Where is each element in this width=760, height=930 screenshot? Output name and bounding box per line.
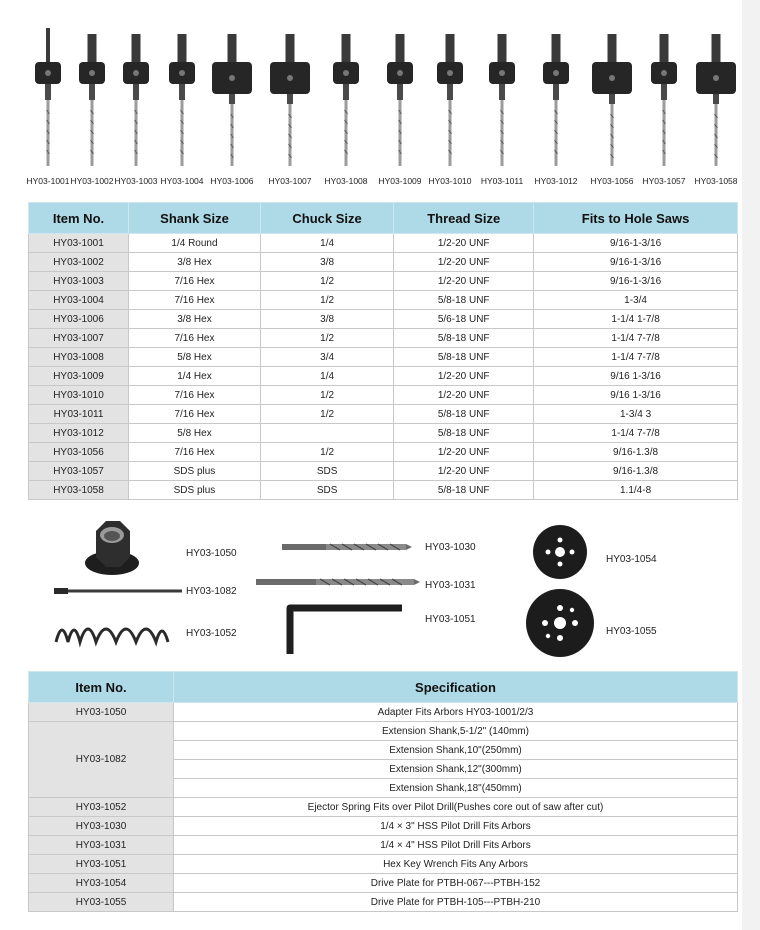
item-no-cell: HY03-1056 (29, 443, 129, 462)
arbor-specs-table (28, 202, 738, 500)
item-no-cell: HY03-1007 (29, 329, 129, 348)
spec-cell: 5/8-18 UNF (394, 481, 534, 500)
spec-cell: 9/16-1.3/8 (534, 443, 738, 462)
table-row (29, 405, 738, 424)
spec-cell: 1/4 Hex (129, 367, 261, 386)
spec-cell: 7/16 Hex (129, 443, 261, 462)
arbor-drawing (155, 22, 209, 182)
accessory-label-1082: HY03-1082 (186, 586, 237, 597)
column-header: Thread Size (394, 203, 534, 234)
spec-cell: SDS (260, 481, 393, 500)
specification-cell: Drive Plate for PTBH-105---PTBH-210 (174, 893, 738, 912)
spec-cell: 1/2 (260, 443, 393, 462)
table-row (29, 310, 738, 329)
item-no-cell: HY03-1009 (29, 367, 129, 386)
arbor-image (689, 22, 743, 182)
arbor-image (155, 22, 209, 182)
spec-cell (260, 424, 393, 443)
spec-cell: 9/16 1-3/16 (534, 386, 738, 405)
arbor-drawing (637, 22, 691, 182)
accessory-header-row (29, 672, 738, 703)
drive-plate-small-image (532, 524, 588, 580)
spec-cell: 1/4 Round (129, 234, 261, 253)
spec-cell: 5/8-18 UNF (394, 424, 534, 443)
table-row (29, 424, 738, 443)
arbor-drawing (529, 22, 583, 182)
arbor-label: HY03-1010 (428, 176, 472, 186)
arbor-label: HY03-1004 (160, 176, 204, 186)
spec-cell: 1-3/4 (534, 291, 738, 310)
table-row (29, 348, 738, 367)
spec-cell: 7/16 Hex (129, 291, 261, 310)
pilot-drill-3in-image (282, 541, 412, 553)
arbor-drawing (373, 22, 427, 182)
table-row (29, 798, 738, 817)
spec-cell: 1/2-20 UNF (394, 272, 534, 291)
spec-cell: 9/16-1.3/8 (534, 462, 738, 481)
table-row (29, 462, 738, 481)
item-no-cell: HY03-1008 (29, 348, 129, 367)
spec-cell: 5/8-18 UNF (394, 405, 534, 424)
spec-cell: 5/8-18 UNF (394, 291, 534, 310)
hex-key-wrench-image (282, 602, 406, 656)
accessory-label-1030: HY03-1030 (425, 542, 476, 553)
spec-cell: 7/16 Hex (129, 386, 261, 405)
table-row (29, 893, 738, 912)
item-no-cell: HY03-1058 (29, 481, 129, 500)
arbor-label: HY03-1011 (480, 176, 524, 186)
column-header: Fits to Hole Saws (534, 203, 738, 234)
arbor-drawing (263, 22, 317, 182)
specification-cell: Extension Shank,5-1/2" (140mm) (174, 722, 738, 741)
arbor-image (529, 22, 583, 182)
item-no-cell: HY03-1002 (29, 253, 129, 272)
column-header: Specification (174, 672, 738, 703)
item-no-cell: HY03-1052 (29, 798, 174, 817)
spec-cell: SDS plus (129, 481, 261, 500)
column-header: Item No. (29, 203, 129, 234)
pilot-drill-4in-image (256, 576, 420, 588)
table-row (29, 722, 738, 741)
item-no-cell: HY03-1057 (29, 462, 129, 481)
item-no-cell: HY03-1030 (29, 817, 174, 836)
specification-cell: Extension Shank,18"(450mm) (174, 779, 738, 798)
spec-cell: 1/2-20 UNF (394, 367, 534, 386)
spec-cell: 9/16-1-3/16 (534, 253, 738, 272)
page-edge (742, 0, 760, 930)
arbor-label: HY03-1008 (324, 176, 368, 186)
arbor-label: HY03-1012 (534, 176, 578, 186)
spec-cell: 1/4 (260, 234, 393, 253)
spec-cell: 3/8 (260, 310, 393, 329)
arbor-label: HY03-1002 (70, 176, 114, 186)
specification-cell: Adapter Fits Arbors HY03-1001/2/3 (174, 703, 738, 722)
table-row (29, 386, 738, 405)
column-header: Shank Size (129, 203, 261, 234)
table-row (29, 291, 738, 310)
arbor-image (637, 22, 691, 182)
table-row (29, 272, 738, 291)
arbor-label: HY03-1058 (694, 176, 738, 186)
table-row (29, 443, 738, 462)
table-row (29, 836, 738, 855)
arbor-label: HY03-1009 (378, 176, 422, 186)
specification-cell: Hex Key Wrench Fits Any Arbors (174, 855, 738, 874)
spec-cell: 1-1/4 7-7/8 (534, 348, 738, 367)
table-row (29, 234, 738, 253)
accessory-label-1054: HY03-1054 (606, 554, 657, 565)
specification-cell: Drive Plate for PTBH-067---PTBH-152 (174, 874, 738, 893)
spec-cell: SDS (260, 462, 393, 481)
arbor-label: HY03-1057 (642, 176, 686, 186)
drive-plate-large-image (524, 588, 596, 658)
arbor-image (319, 22, 373, 182)
spec-cell: 1-1/4 7-7/8 (534, 424, 738, 443)
arbor-label: HY03-1056 (590, 176, 634, 186)
item-no-cell: HY03-1003 (29, 272, 129, 291)
spec-cell: 1-3/4 3 (534, 405, 738, 424)
column-header: Item No. (29, 672, 174, 703)
arbor-drawing (689, 22, 743, 182)
ejector-spring-image (52, 616, 172, 650)
specification-cell: 1/4 × 3" HSS Pilot Drill Fits Arbors (174, 817, 738, 836)
spec-cell: 1/2-20 UNF (394, 462, 534, 481)
arbor-image (373, 22, 427, 182)
table-row (29, 703, 738, 722)
specification-cell: Extension Shank,12"(300mm) (174, 760, 738, 779)
arbor-drawing (319, 22, 373, 182)
spec-cell: 1/2-20 UNF (394, 234, 534, 253)
spec-cell: 9/16 1-3/16 (534, 367, 738, 386)
spec-cell: 5/8 Hex (129, 424, 261, 443)
spec-cell: 5/8 Hex (129, 348, 261, 367)
item-no-cell: HY03-1050 (29, 703, 174, 722)
arbor-label: HY03-1006 (210, 176, 254, 186)
specification-cell: Extension Shank,10"(250mm) (174, 741, 738, 760)
spec-cell: 3/8 Hex (129, 310, 261, 329)
table-row (29, 367, 738, 386)
spec-cell: 1-1/4 7-7/8 (534, 329, 738, 348)
item-no-cell: HY03-1012 (29, 424, 129, 443)
arbor-drawing (205, 22, 259, 182)
spec-cell: 3/4 (260, 348, 393, 367)
spec-cell: 1/2 (260, 405, 393, 424)
arbor-drawing (585, 22, 639, 182)
arbor-image (475, 22, 529, 182)
spec-cell: SDS plus (129, 462, 261, 481)
table-row (29, 329, 738, 348)
spec-cell: 7/16 Hex (129, 329, 261, 348)
spec-cell: 1/2-20 UNF (394, 253, 534, 272)
arbor-image (205, 22, 259, 182)
accessory-label-1055: HY03-1055 (606, 626, 657, 637)
spec-cell: 1-1/4 1-7/8 (534, 310, 738, 329)
arbor-drawing (475, 22, 529, 182)
arbor-label: HY03-1007 (268, 176, 312, 186)
item-no-cell: HY03-1011 (29, 405, 129, 424)
item-no-cell: HY03-1082 (29, 722, 174, 798)
spec-cell: 9/16-1-3/16 (534, 272, 738, 291)
spec-cell: 9/16-1-3/16 (534, 234, 738, 253)
specs-header-row (29, 203, 738, 234)
adapter-nut-image (84, 519, 140, 577)
item-no-cell: HY03-1054 (29, 874, 174, 893)
spec-cell: 1/2 (260, 272, 393, 291)
arbor-image (263, 22, 317, 182)
item-no-cell: HY03-1055 (29, 893, 174, 912)
spec-cell: 7/16 Hex (129, 405, 261, 424)
item-no-cell: HY03-1010 (29, 386, 129, 405)
spec-cell: 1/2 (260, 291, 393, 310)
accessory-label-1050: HY03-1050 (186, 548, 237, 559)
table-row (29, 817, 738, 836)
table-row (29, 253, 738, 272)
spec-cell: 1/2-20 UNF (394, 386, 534, 405)
specification-cell: Ejector Spring Fits over Pilot Drill(Pushes core out of saw after cut) (174, 798, 738, 817)
arbor-drawing (423, 22, 477, 182)
table-row (29, 855, 738, 874)
spec-cell: 3/8 Hex (129, 253, 261, 272)
item-no-cell: HY03-1051 (29, 855, 174, 874)
spec-cell: 1/4 (260, 367, 393, 386)
specification-cell: 1/4 × 4" HSS Pilot Drill Fits Arbors (174, 836, 738, 855)
spec-cell: 3/8 (260, 253, 393, 272)
table-row (29, 481, 738, 500)
spec-cell: 1/2 (260, 386, 393, 405)
arbor-label: HY03-1003 (114, 176, 158, 186)
column-header: Chuck Size (260, 203, 393, 234)
item-no-cell: HY03-1001 (29, 234, 129, 253)
item-no-cell: HY03-1006 (29, 310, 129, 329)
item-no-cell: HY03-1031 (29, 836, 174, 855)
spec-cell: 1.1/4-8 (534, 481, 738, 500)
spec-cell: 5/6-18 UNF (394, 310, 534, 329)
arbor-image (423, 22, 477, 182)
accessory-label-1051: HY03-1051 (425, 614, 476, 625)
accessory-specs-table (28, 671, 738, 912)
table-row (29, 874, 738, 893)
arbor-label: HY03-1001 (26, 176, 70, 186)
spec-cell: 1/2-20 UNF (394, 443, 534, 462)
accessory-label-1052: HY03-1052 (186, 628, 237, 639)
spec-cell: 5/8-18 UNF (394, 329, 534, 348)
arbor-image (585, 22, 639, 182)
accessory-label-1031: HY03-1031 (425, 580, 476, 591)
spec-cell: 1/2 (260, 329, 393, 348)
item-no-cell: HY03-1004 (29, 291, 129, 310)
spec-cell: 7/16 Hex (129, 272, 261, 291)
extension-shank-image (54, 586, 184, 596)
spec-cell: 5/8-18 UNF (394, 348, 534, 367)
